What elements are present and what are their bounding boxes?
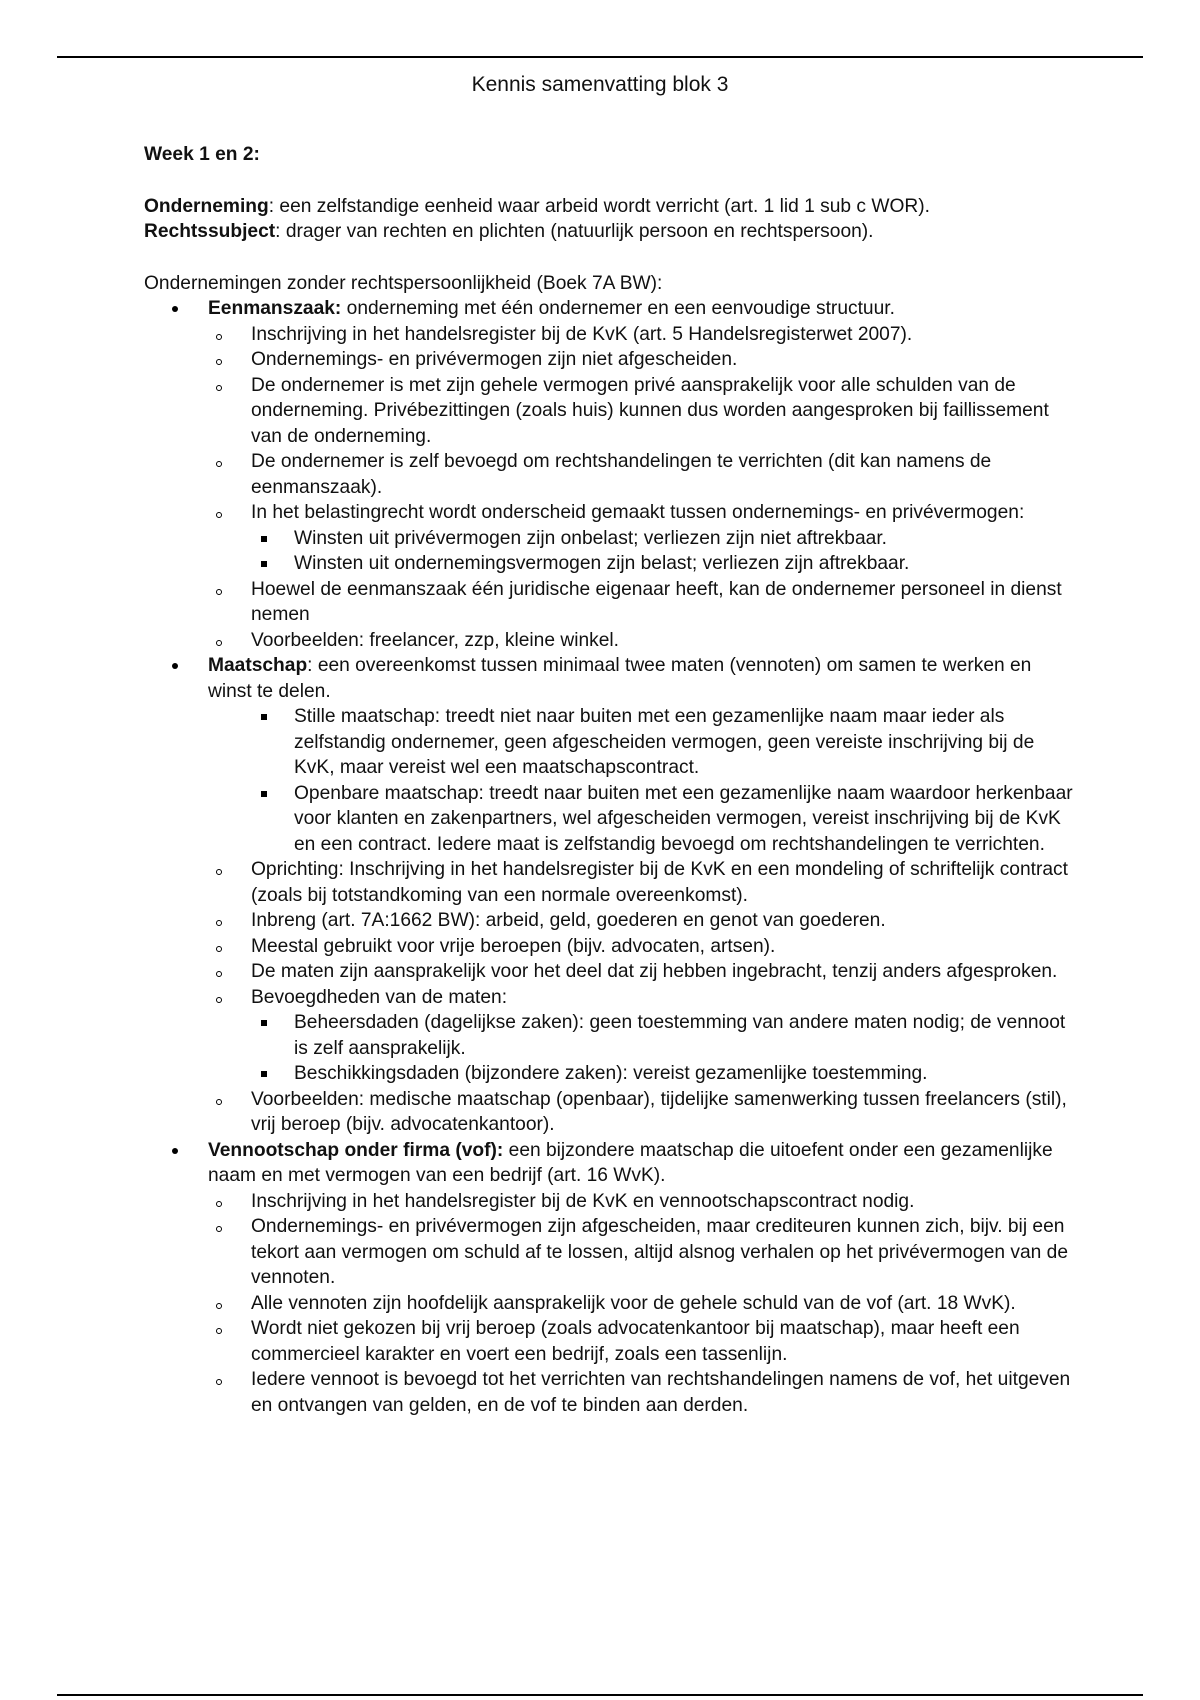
list-item: Ondernemings- en privévermogen zijn afgescheiden, maar crediteuren kunnen zich, bijv. bij een tekort aan vermogen om schuld af te lossen, altijd alsnog verhalen op het privévermogen van de vennoten.	[208, 1214, 1074, 1291]
list-item: Ondernemings- en privévermogen zijn niet afgescheiden.	[208, 347, 1074, 373]
list-item-eenmanszaak: Eenmanszaak: onderneming met één ondernemer en een eenvoudige structuur. Inschrijving in het handelsregister bij de KvK (art. 5 Handelsregisterwet 2007). Ondernemings- en privévermogen zijn niet afgescheiden. De ondernemer is met zijn gehele vermogen privé aansprakelijk voor alle schulden van de onderneming. Privébezittingen (zoals huis) kunnen dus worden aangesproken bij faillissement van de onderneming. De ondernemer is zelf bevoegd om rechtshandelingen te verrichten (dit kan namens de eenmanszaak). In het belastingrecht wordt onderscheid gemaakt tussen ondernemings- en privévermogen: Winsten uit privévermogen zijn onbelast; verliezen zijn niet aftrekbaar. Winsten uit ondernemingsvermogen zijn belast; verliezen zijn aftrekbaar. Hoewel de eenmanszaak één juridische eigenaar heeft, kan de ondernemer personeel in dienst nemen Voorbeelden: freelancer, zzp, kleine winkel.	[144, 296, 1074, 653]
list-item: Beheersdaden (dagelijkse zaken): geen toestemming van andere maten nodig; de vennoot is zelf aansprakelijk.	[251, 1010, 1074, 1061]
list-item: Meestal gebruikt voor vrije beroepen (bijv. advocaten, artsen).	[208, 934, 1074, 960]
document-body	[144, 142, 1074, 1418]
footer-rule	[57, 1694, 1143, 1696]
list-item: Iedere vennoot is bevoegd tot het verrichten van rechtshandelingen namens de vof, het uitgeven en ontvangen van gelden, en de vof te binden aan derden.	[208, 1367, 1074, 1418]
list-item: Inbreng (art. 7A:1662 BW): arbeid, geld, goederen en genot van goederen.	[208, 908, 1074, 934]
company-forms-list	[144, 296, 1074, 1418]
list-item: In het belastingrecht wordt onderscheid gemaakt tussen ondernemings- en privévermogen: Winsten uit privévermogen zijn onbelast; verliezen zijn niet aftrekbaar. Winsten uit ondernemingsvermogen zijn belast; verliezen zijn aftrekbaar.	[208, 500, 1074, 577]
list-item: Openbare maatschap: treedt naar buiten met een gezamenlijke naam waardoor herkenbaar voor klanten en zakenpartners, wel afgescheiden vermogen, vereist inschrijving bij de KvK en een contract. Iedere maat is zelfstandig bevoegd om rechtshandelingen te verrichten.	[251, 781, 1074, 858]
list-item: Oprichting: Inschrijving in het handelsregister bij de KvK en een mondeling of schriftelijk contract (zoals bij totstandkoming van een normale overeenkomst).	[208, 857, 1074, 908]
list-item: Wordt niet gekozen bij vrij beroep (zoals advocatenkantoor bij maatschap), maar heeft een commercieel karakter en voert een bedrijf, zoals een tassenlijn.	[208, 1316, 1074, 1367]
list-item: Beschikkingsdaden (bijzondere zaken): vereist gezamenlijke toestemming.	[251, 1061, 1074, 1087]
section-intro: Ondernemingen zonder rechtspersoonlijkheid (Boek 7A BW):	[144, 272, 663, 294]
list-item: Bevoegdheden van de maten: Beheersdaden (dagelijkse zaken): geen toestemming van andere maten nodig; de vennoot is zelf aansprakelijk. Beschikkingsdaden (bijzondere zaken): vereist gezamenlijke toestemming.	[208, 985, 1074, 1087]
list-item: Voorbeelden: freelancer, zzp, kleine winkel.	[208, 628, 1074, 654]
list-item: De ondernemer is met zijn gehele vermogen privé aansprakelijk voor alle schulden van de onderneming. Privébezittingen (zoals huis) kunnen dus worden aangesproken bij faillissement van de onderneming.	[208, 373, 1074, 450]
page-title: Kennis samenvatting blok 3	[471, 73, 729, 96]
week-heading: Week 1 en 2:	[144, 144, 260, 165]
list-item: De maten zijn aansprakelijk voor het deel dat zij hebben ingebracht, tenzij anders afgesproken.	[208, 959, 1074, 985]
list-item: Winsten uit privévermogen zijn onbelast; verliezen zijn niet aftrekbaar.	[251, 526, 1074, 552]
header-rule	[57, 56, 1143, 58]
list-item: Stille maatschap: treedt niet naar buiten met een gezamenlijke naam maar ieder als zelfstandig ondernemer, geen afgescheiden vermogen, geen vereiste inschrijving bij de KvK, maar vereist wel een maatschapscontract.	[251, 704, 1074, 781]
list-item-vof: Vennootschap onder firma (vof): een bijzondere maatschap die uitoefent onder een gezamenlijke naam en met vermogen van een bedrijf (art. 16 WvK). Inschrijving in het handelsregister bij de KvK en vennootschapscontract nodig. Ondernemings- en privévermogen zijn afgescheiden, maar crediteuren kunnen zich, bijv. bij een tekort aan vermogen om schuld af te lossen, altijd alsnog verhalen op het privévermogen van de vennoten. Alle vennoten zijn hoofdelijk aansprakelijk voor de gehele schuld van de vof (art. 18 WvK). Wordt niet gekozen bij vrij beroep (zoals advocatenkantoor bij maatschap), maar heeft een commercieel karakter en voert een bedrijf, zoals een tassenlijn. Iedere vennoot is bevoegd tot het verrichten van rechtshandelingen namens de vof, het uitgeven en ontvangen van gelden, en de vof te binden aan derden.	[144, 1138, 1074, 1419]
list-item: Alle vennoten zijn hoofdelijk aansprakelijk voor de gehele schuld van de vof (art. 18 WvK).	[208, 1291, 1074, 1317]
list-item: Hoewel de eenmanszaak één juridische eigenaar heeft, kan de ondernemer personeel in dienst nemen	[208, 577, 1074, 628]
list-item: Winsten uit ondernemingsvermogen zijn belast; verliezen zijn aftrekbaar.	[251, 551, 1074, 577]
list-item: Voorbeelden: medische maatschap (openbaar), tijdelijke samenwerking tussen freelancers (stil), vrij beroep (bijv. advocatenkantoor).	[208, 1087, 1074, 1138]
list-item: Inschrijving in het handelsregister bij de KvK en vennootschapscontract nodig.	[208, 1189, 1074, 1215]
definition-onderneming: Onderneming: een zelfstandige eenheid waar arbeid wordt verricht (art. 1 lid 1 sub c WOR).	[144, 195, 930, 217]
list-item: Inschrijving in het handelsregister bij de KvK (art. 5 Handelsregisterwet 2007).	[208, 322, 1074, 348]
definition-rechtssubject: Rechtssubject: drager van rechten en plichten (natuurlijk persoon en rechtspersoon).	[144, 221, 874, 242]
list-item-maatschap: Maatschap: een overeenkomst tussen minimaal twee maten (vennoten) om samen te werken en winst te delen. Stille maatschap: treedt niet naar buiten met een gezamenlijke naam maar ieder als zelfstandig ondernemer, geen afgescheiden vermogen, geen vereiste inschrijving bij de KvK, maar vereist wel een maatschapscontract. Openbare maatschap: treedt naar buiten met een gezamenlijke naam waardoor herkenbaar voor klanten en zakenpartners, wel afgescheiden vermogen, vereist inschrijving bij de KvK en een contract. Iedere maat is zelfstandig bevoegd om rechtshandelingen te verrichten. Oprichting: Inschrijving in het handelsregister bij de KvK en een mondeling of schriftelijk contract (zoals bij totstandkoming van een normale overeenkomst). Inbreng (art. 7A:1662 BW): arbeid, geld, goederen en genot van goederen. Meestal gebruikt voor vrije beroepen (bijv. advocaten, artsen). De maten zijn aansprakelijk voor het deel dat zij hebben ingebracht, tenzij anders afgesproken. Bevoegdheden van de maten: Beheersdaden (dagelijkse zaken): geen toestemming van andere maten nodig; de vennoot is zelf aansprakelijk. Beschikkingsdaden (bijzondere zaken): vereist gezamenlijke toestemming. Voorbeelden: medische maatschap (openbaar), tijdelijke samenwerking tussen freelancers (stil), vrij beroep (bijv. advocatenkantoor).	[144, 653, 1074, 1138]
list-item: De ondernemer is zelf bevoegd om rechtshandelingen te verrichten (dit kan namens de eenmanszaak).	[208, 449, 1074, 500]
